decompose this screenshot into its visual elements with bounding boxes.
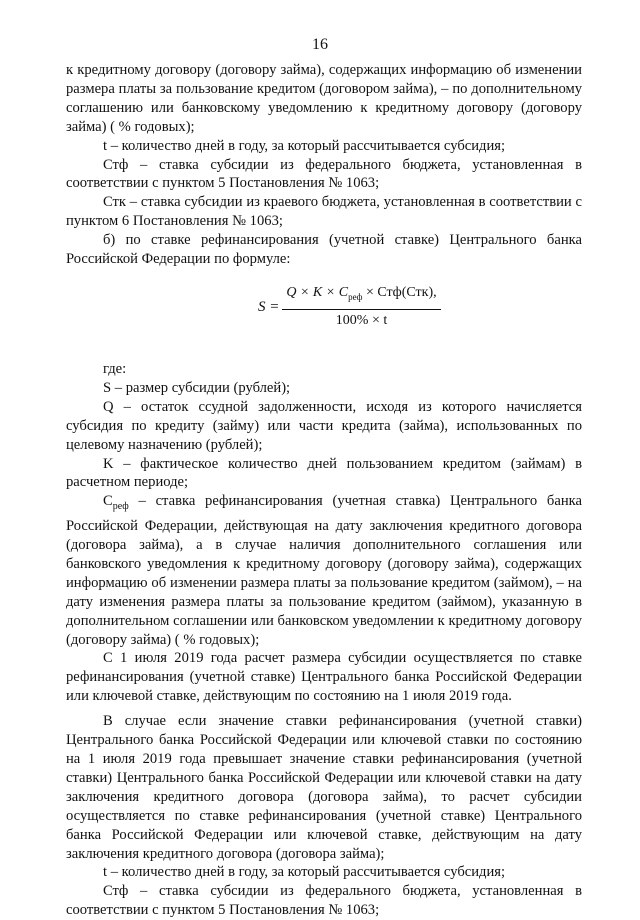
paragraph-july-2019: С 1 июля 2019 года расчет размера субсидии осуществляется по ставке рефинансирования (учетной ставке) Центрального банка Российской Федерации или ключевой ставке, действующим по состоянию на 1 июля 2019 года. [66, 650, 582, 705]
page-number: 16 [312, 36, 328, 53]
page-body [66, 61, 582, 920]
paragraph-rate-exceeds: В случае если значение ставки рефинансирования (учетной ставки) Центрального банка Российской Федерации или ключевой ставки по состоянию на 1 июля 2019 года превышает значение ставки рефинансирования (учетной ставки) Центрального банка Российской Федерации или ключевой ставки на дату заключения кредитного договора (договора займа), то расчет субсидии осуществляется по ставке рефинансирования (учетной ставке) Центрального банка Российской Федерации или ключевой ставке, действующим на дату заключения кредитного договора (договора займа); [66, 713, 582, 862]
definition-q: Q – остаток ссудной задолженности, исходя из которого начисляется субсидия по кредиту (займу) или части кредита (займа), использованных по целевому назначению (рублей); [66, 398, 582, 453]
definition-stk: Стк – ставка субсидии из краевого бюджета, установленная в соответствии с пунктом 6 Постановления № 1063; [66, 194, 582, 230]
paragraph-continuation: к кредитному договору (договору займа), содержащих информацию об изменении размера платы за пользование кредитом (договором займа), – по дополнительному соглашению или банковскому уведомлению к кредитному договору (договору займа) ( % годовых); [66, 62, 582, 135]
formula-lhs: S = [258, 298, 280, 315]
definition-stf: Стф – ставка субсидии из федерального бюджета, установленная в соответствии с пунктом 5 Постановления № 1063; [66, 156, 582, 192]
where-label: где: [103, 360, 127, 377]
formula-fraction [282, 284, 440, 331]
definition-cref: $С_{реф}$ – ставка рефинансирования (учетная ставка) Центрального банка Российской Федерации, действующая на дату заключения кредитного договора (договора займа), а в случае наличия дополнительного соглашения или банковского уведомления к кредитному договору (договору займа), содержащих информацию об изменении размера платы за пользование кредитом (займом), – на дату изменения размера платы за пользование кредитом (займом), указанную в дополнительном соглашении или банковском уведомлении к кредитному договору (договору займа) ( % годовых); [66, 493, 582, 648]
definition-t-repeat: t – количество дней в году, за который рассчитывается субсидия; [103, 864, 506, 881]
definition-stf-repeat: Стф – ставка субсидии из федерального бюджета, установленная в соответствии с пунктом 5 Постановления № 1063; [66, 883, 582, 919]
definition-k: K – фактическое количество дней пользованием кредитом (займам) в расчетном периоде; [66, 455, 582, 491]
paragraph-b-refinancing: б) по ставке рефинансирования (учетной ставке) Центрального банка Российской Федерации по формуле: [66, 232, 582, 268]
definition-s: S – размер субсидии (рублей); [103, 379, 291, 396]
formula-numerator: $Q \times K \times C_{реф} \times Стф(Стк)$, [286, 284, 437, 302]
definition-t: t – количество дней в году, за который рассчитывается субсидия; [103, 137, 506, 154]
subsidy-formula [66, 278, 582, 336]
formula-denominator: 100% × t [335, 312, 388, 328]
